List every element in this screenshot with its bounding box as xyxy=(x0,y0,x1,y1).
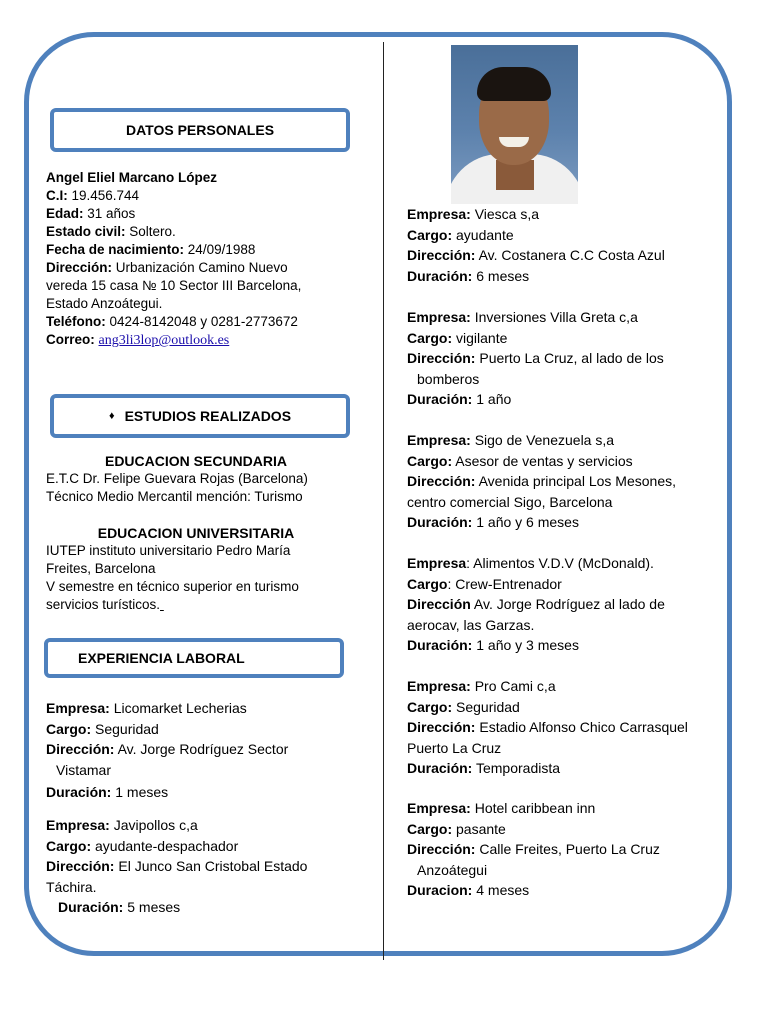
job-address: Dirección: Avenida principal Los Mesones, xyxy=(407,473,677,489)
job-position: Cargo: Seguridad xyxy=(46,720,159,737)
job-duration: Duración: 1 año y 3 meses xyxy=(407,637,579,653)
job-address-cont: Vistamar xyxy=(56,761,111,778)
personal-data-heading-text: DATOS PERSONALES xyxy=(125,122,275,138)
phone-line: Teléfono: 0424-8142048 y 0281-2773672 xyxy=(46,314,298,329)
job-address-cont: bomberos xyxy=(417,370,480,387)
job-address: Dirección Av. Jorge Rodríguez al lado de xyxy=(407,596,665,612)
experience-heading xyxy=(44,638,344,678)
job-position: Cargo: Asesor de ventas y servicios xyxy=(407,452,633,469)
job-duration: Duración: 1 año y 6 meses xyxy=(407,514,579,530)
university-line-4: servicios turísticos. xyxy=(46,597,161,612)
personal-data-block xyxy=(46,169,376,350)
studies-heading-text: ESTUDIOS REALIZADOS xyxy=(124,408,292,424)
right-job-1 xyxy=(407,204,727,286)
right-job-4 xyxy=(407,553,727,656)
secondary-school: E.T.C Dr. Felipe Guevara Rojas (Barcelona) xyxy=(46,471,308,486)
job-company: Empresa: Alimentos V.D.V (McDonald). xyxy=(407,555,654,571)
job-duration: Duración: 5 meses xyxy=(58,899,181,915)
right-job-5 xyxy=(407,676,727,779)
right-job-6 xyxy=(407,798,727,901)
address-line-2: vereda 15 casa № 10 Sector III Barcelona, xyxy=(46,278,302,293)
job-address: Dirección: Calle Freites, Puerto La Cruz xyxy=(407,841,660,857)
job-company: Empresa: Viesca s,a xyxy=(407,206,540,222)
right-job-2 xyxy=(407,307,727,410)
right-job-3 xyxy=(407,430,727,533)
job-company: Empresa: Javipollos c,a xyxy=(46,817,198,833)
job-company: Empresa: Sigo de Venezuela s,a xyxy=(407,432,615,448)
studies-heading xyxy=(50,394,350,438)
job-company: Empresa: Inversiones Villa Greta c,a xyxy=(407,309,638,325)
ci-line: C.I: 19.456.744 xyxy=(46,188,140,203)
job-position: Cargo: ayudante-despachador xyxy=(46,837,239,854)
job-duration: Duración: 1 meses xyxy=(46,784,169,800)
left-job-2 xyxy=(46,815,376,918)
job-address: Dirección: El Junco San Cristobal Estado xyxy=(46,858,308,874)
job-position: Cargo: Seguridad xyxy=(407,698,520,715)
column-divider xyxy=(383,42,384,960)
job-address-cont: Puerto La Cruz xyxy=(407,739,502,756)
secondary-degree: Técnico Medio Mercantil mención: Turismo xyxy=(46,489,303,504)
job-company: Empresa: Licomarket Lecherias xyxy=(46,700,247,716)
university-line-2: Freites, Barcelona xyxy=(46,561,156,576)
job-address: Dirección: Av. Jorge Rodríguez Sector xyxy=(46,741,289,757)
person-name: Angel Eliel Marcano López xyxy=(46,170,218,185)
secondary-education-title: EDUCACION SECUNDARIA xyxy=(104,453,287,469)
job-address-cont: aerocav, las Garzas. xyxy=(407,616,535,633)
left-job-1 xyxy=(46,698,376,803)
job-address: Dirección: Av. Costanera C.C Costa Azul xyxy=(407,247,665,263)
university-line-3: V semestre en técnico superior en turismo xyxy=(46,579,299,594)
job-position: Cargo: vigilante xyxy=(407,329,508,346)
email-link[interactable]: ang3li3lop@outlook.es xyxy=(98,333,230,348)
studies-block xyxy=(46,452,346,614)
address-line: Dirección: Urbanización Camino Nuevo xyxy=(46,260,288,275)
job-duration: Duración: 1 año xyxy=(407,391,512,407)
job-duration: Duración: 6 meses xyxy=(407,267,530,284)
diamond-bullet-icon: ♦ xyxy=(108,410,115,422)
job-address: Dirección: Estadio Alfonso Chico Carrasquel xyxy=(407,719,688,735)
job-duration: Duracion: 4 meses xyxy=(407,882,530,898)
birth-date-line: Fecha de nacimiento: 24/09/1988 xyxy=(46,242,256,257)
job-address-cont: Anzoátegui xyxy=(417,861,488,878)
job-position: Cargo: pasante xyxy=(407,820,506,837)
civil-status-line: Estado civil: Soltero. xyxy=(46,224,176,239)
age-line: Edad: 31 años xyxy=(46,206,136,221)
email-line: Correo: ang3li3lop@outlook.es xyxy=(46,332,230,348)
job-duration: Duración: Temporadista xyxy=(407,760,561,776)
university-education-title: EDUCACION UNIVERSITARIA xyxy=(97,525,295,541)
address-line-3: Estado Anzoátegui. xyxy=(46,296,163,311)
job-company: Empresa: Pro Cami c,a xyxy=(407,678,556,694)
experience-heading-text: EXPERIENCIA LABORAL xyxy=(78,650,245,666)
job-address-cont: centro comercial Sigo, Barcelona xyxy=(407,493,613,510)
university-line-1: IUTEP instituto universitario Pedro María xyxy=(46,543,291,558)
personal-data-heading xyxy=(50,108,350,152)
job-position: Cargo: Crew-Entrenador xyxy=(407,575,562,592)
job-address-cont: Táchira. xyxy=(46,878,97,895)
job-position: Cargo: ayudante xyxy=(407,226,514,243)
job-address: Dirección: Puerto La Cruz, al lado de los xyxy=(407,350,664,366)
job-company: Empresa: Hotel caribbean inn xyxy=(407,800,596,816)
profile-photo xyxy=(451,45,578,204)
